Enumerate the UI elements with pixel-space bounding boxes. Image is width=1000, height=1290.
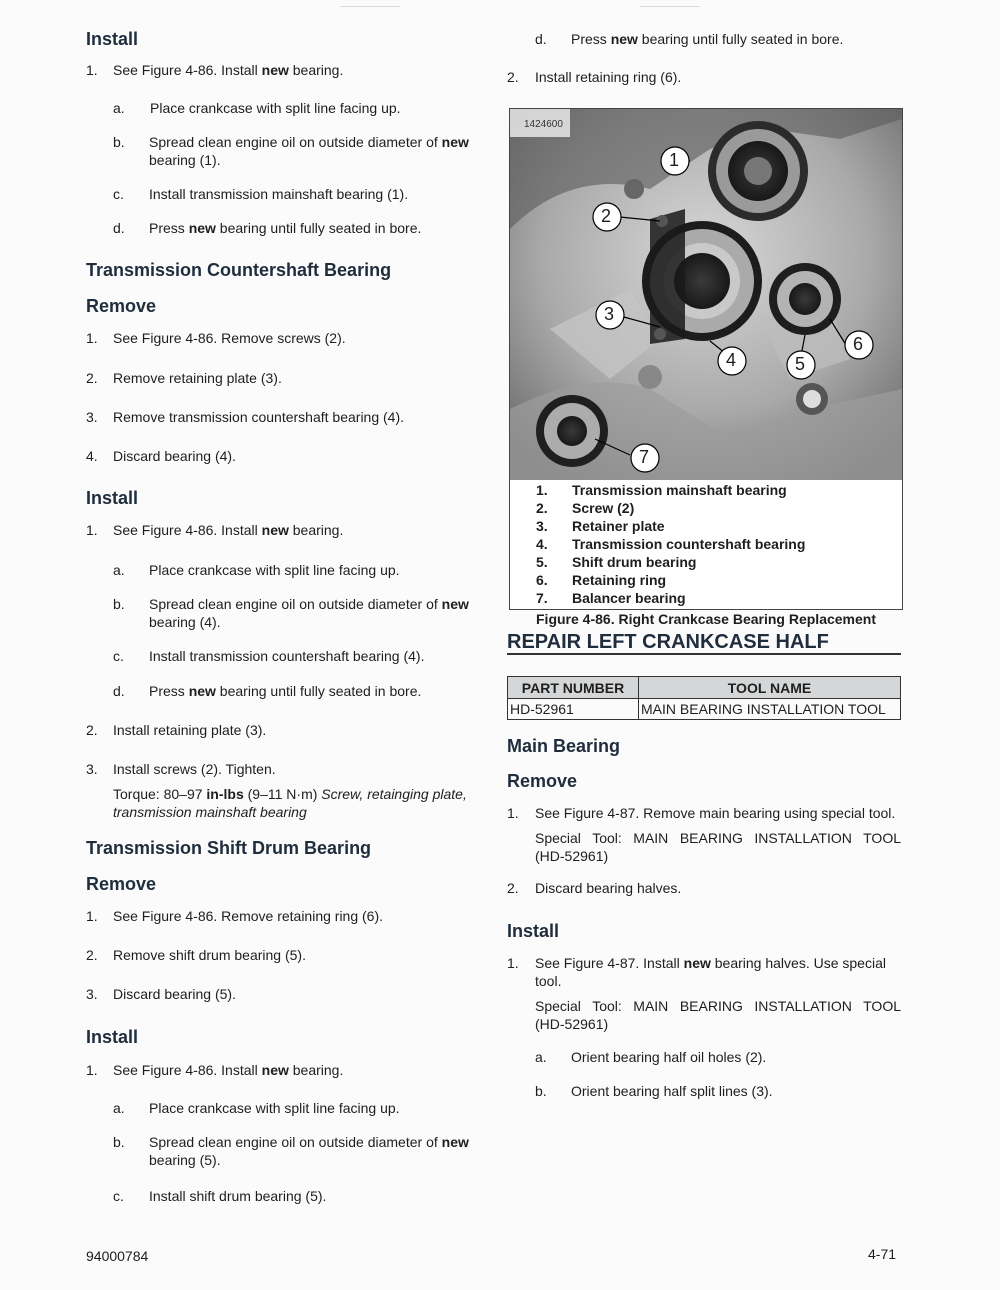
substep-label: b. bbox=[113, 1134, 125, 1150]
step-text: See Figure 4-86. Install new bearing. bbox=[113, 1062, 344, 1078]
special-tool: Special Tool: MAIN BEARING INSTALLATION TOOL (HD-52961) bbox=[535, 998, 901, 1032]
step-number: 2. bbox=[86, 722, 98, 738]
callout-1: 1 bbox=[669, 150, 680, 170]
step-number: 2. bbox=[86, 947, 98, 963]
substep-text: Press new bearing until fully seated in bore. bbox=[149, 683, 422, 699]
step-text: Install retaining ring (6). bbox=[535, 69, 682, 85]
substep-label: b. bbox=[113, 596, 125, 612]
table-row bbox=[508, 699, 901, 720]
substep-label: d. bbox=[113, 683, 125, 699]
step-text: Discard bearing (4). bbox=[113, 448, 236, 464]
step-number: 2. bbox=[507, 880, 519, 896]
subheading-remove: Remove bbox=[507, 771, 578, 791]
step-text: See Figure 4-87. Remove main bearing using special tool. bbox=[535, 805, 896, 821]
substep-label: a. bbox=[535, 1049, 547, 1065]
step-number: 1. bbox=[86, 522, 98, 538]
substep-text: Orient bearing half split lines (3). bbox=[571, 1083, 773, 1099]
table-cell: MAIN BEARING INSTALLATION TOOL bbox=[639, 699, 901, 720]
section-heading-main-bearing: Main Bearing bbox=[507, 736, 621, 756]
step-text: See Figure 4-87. Install new bearing halves. Use special tool. bbox=[535, 955, 886, 989]
scan-mark bbox=[340, 6, 400, 7]
substep-text: Install transmission countershaft bearing (4). bbox=[149, 648, 425, 664]
step-number: 2. bbox=[507, 69, 519, 85]
subheading-remove: Remove bbox=[86, 874, 157, 894]
figure-caption: Figure 4-86. Right Crankcase Bearing Replacement bbox=[536, 611, 876, 627]
figure-4-86: 1424600 1 2 3 4 5 6 7 1. Transmission mainshaft bearing 2. Screw (2) 3. Retainer plate 4. Transmission countershaft bearing 5. Shift drum bearing 6. Retaining ring 7. Balancer bearing bbox=[509, 108, 903, 610]
step-number: 1. bbox=[86, 62, 98, 78]
step-text: Install screws (2). Tighten. bbox=[113, 761, 276, 777]
substep-text: Install transmission mainshaft bearing (1). bbox=[149, 186, 409, 202]
substep-label: a. bbox=[113, 100, 125, 116]
subheading-install: Install bbox=[86, 1027, 139, 1047]
step-text: Remove transmission countershaft bearing (4). bbox=[113, 409, 405, 425]
step-number: 1. bbox=[507, 955, 519, 971]
substep-text: Orient bearing half oil holes (2). bbox=[571, 1049, 767, 1065]
page-number: 4-71 bbox=[868, 1246, 897, 1262]
step-number: 1. bbox=[86, 330, 98, 346]
step-number: 4. bbox=[86, 448, 98, 464]
substep-label: c. bbox=[113, 1188, 124, 1204]
step-text: Discard bearing (5). bbox=[113, 986, 236, 1002]
step-text: See Figure 4-86. Install new bearing. bbox=[113, 62, 344, 78]
subheading-install: Install bbox=[86, 488, 139, 508]
section-heading-countershaft: Transmission Countershaft Bearing bbox=[86, 260, 392, 280]
subheading-remove: Remove bbox=[86, 296, 157, 316]
doc-number: 94000784 bbox=[86, 1248, 149, 1264]
substep-label: a. bbox=[113, 562, 125, 578]
substep-text: Press new bearing until fully seated in bore. bbox=[149, 220, 422, 236]
substep-label: a. bbox=[113, 1100, 125, 1116]
step-number: 1. bbox=[86, 908, 98, 924]
substep-text: Place crankcase with split line facing up. bbox=[149, 1100, 400, 1116]
substep-label: b. bbox=[113, 134, 125, 150]
substep-text: Spread clean engine oil on outside diameter of new bearing (5). bbox=[149, 1134, 469, 1168]
section-heading-shift-drum: Transmission Shift Drum Bearing bbox=[86, 838, 372, 858]
step-number: 3. bbox=[86, 986, 98, 1002]
torque-spec: Torque: 80–97 in-lbs (9–11 N·m) Screw, retainging plate, transmission mainshaft bearing bbox=[113, 786, 467, 820]
substep-text: Spread clean engine oil on outside diameter of new bearing (1). bbox=[149, 134, 469, 168]
section-title: REPAIR LEFT CRANKCASE HALF bbox=[507, 631, 829, 653]
callout-7: 7 bbox=[639, 447, 650, 467]
step-number: 3. bbox=[86, 409, 98, 425]
step-text: See Figure 4-86. Install new bearing. bbox=[113, 522, 344, 538]
substep-label: c. bbox=[113, 648, 124, 664]
substep-label: c. bbox=[113, 186, 124, 202]
step-text: See Figure 4-86. Remove screws (2). bbox=[113, 330, 346, 346]
section-rule bbox=[507, 653, 901, 655]
substep-text: Place crankcase with split line facing up. bbox=[150, 100, 401, 116]
step-text: Remove retaining plate (3). bbox=[113, 370, 282, 386]
step-text: Discard bearing halves. bbox=[535, 880, 682, 896]
step-text: Remove shift drum bearing (5). bbox=[113, 947, 306, 963]
scan-mark bbox=[640, 6, 700, 7]
section-heading-install: Install bbox=[86, 29, 139, 49]
callout-3: 3 bbox=[604, 304, 615, 324]
step-text: See Figure 4-86. Remove retaining ring (6). bbox=[113, 908, 384, 924]
special-tool: Special Tool: MAIN BEARING INSTALLATION TOOL (HD-52961) bbox=[535, 830, 901, 864]
substep-label: d. bbox=[535, 31, 547, 47]
tools-table bbox=[507, 676, 901, 720]
substep-label: b. bbox=[535, 1083, 547, 1099]
substep-text: Install shift drum bearing (5). bbox=[149, 1188, 327, 1204]
callout-4: 4 bbox=[726, 350, 737, 370]
step-number: 1. bbox=[507, 805, 519, 821]
substep-label: d. bbox=[113, 220, 125, 236]
callout-5: 5 bbox=[795, 354, 806, 374]
col-header-tool-name: TOOL NAME bbox=[639, 677, 901, 699]
col-header-part-number: PART NUMBER bbox=[508, 677, 639, 699]
substep-text: Spread clean engine oil on outside diameter of new bearing (4). bbox=[149, 596, 469, 630]
crankcase-photo bbox=[510, 109, 902, 480]
step-number: 3. bbox=[86, 761, 98, 777]
callout-2: 2 bbox=[601, 206, 612, 226]
table-cell: HD-52961 bbox=[508, 699, 639, 720]
subheading-install: Install bbox=[507, 921, 560, 941]
step-text: Install retaining plate (3). bbox=[113, 722, 267, 738]
substep-text: Place crankcase with split line facing up. bbox=[149, 562, 400, 578]
step-number: 1. bbox=[86, 1062, 98, 1078]
callout-6: 6 bbox=[853, 334, 864, 354]
substep-text: Press new bearing until fully seated in bore. bbox=[571, 31, 844, 47]
photo-id-label: 1424600 bbox=[524, 119, 563, 130]
step-number: 2. bbox=[86, 370, 98, 386]
